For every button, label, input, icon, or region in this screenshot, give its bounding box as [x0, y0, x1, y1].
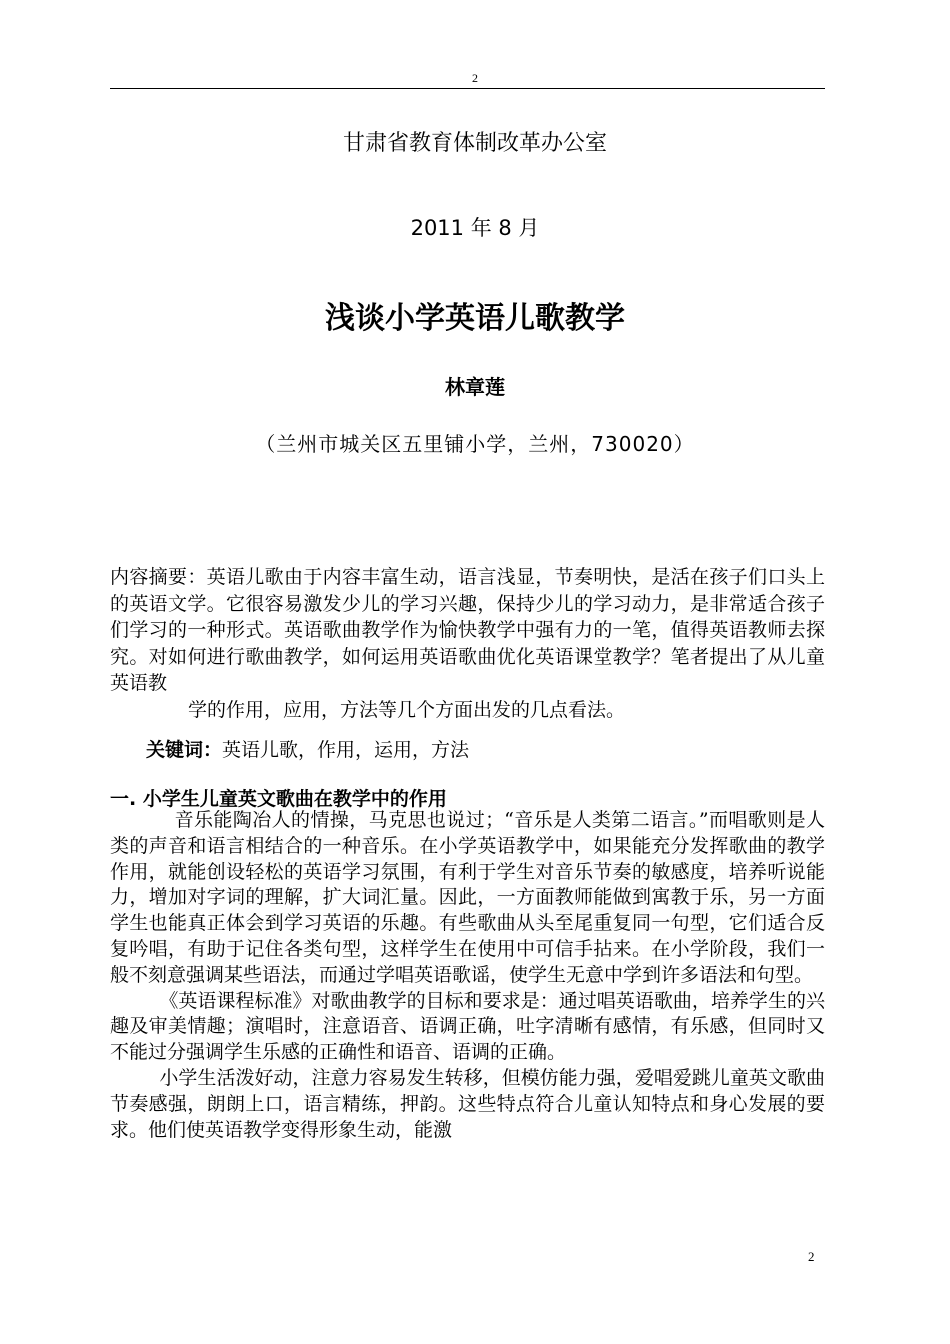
body-paragraph: 小学生活泼好动，注意力容易发生转移，但模仿能力强，爱唱爱跳儿童英文歌曲节奏感强，朗朗上口，语言精练，押韵。这些特点符合儿童认知特点和身心发展的要求。他们使英语教学变得形象生动，能激 — [110, 1066, 825, 1141]
keywords-label: 关键词： — [146, 739, 223, 761]
author-affiliation: （兰州市城关区五里铺小学，兰州，730020） — [255, 432, 695, 456]
section-body — [110, 808, 825, 1143]
keywords — [146, 735, 469, 762]
section-heading: 一. 小学生儿童英文歌曲在教学中的作用 — [110, 788, 447, 810]
abstract — [110, 564, 825, 723]
header-page-number: 2 — [472, 71, 478, 85]
header-rule — [110, 88, 825, 89]
author-name: 林章莲 — [445, 375, 505, 399]
body-paragraph: 音乐能陶冶人的情操，马克思也说过；“音乐是人类第二语言。”而唱歌则是人类的声音和语言相结合的一种音乐。在小学英语教学中，如果能充分发挥歌曲的教学作用，就能创设轻松的英语学习氛围，有利于学生对音乐节奏的敏感度，培养听说能力，增加对字词的理解，扩大词汇量。因此，一方面教师能做到寓教于乐，另一方面学生也能真正体会到学习英语的乐趣。有些歌曲从头至尾重复同一句型，它们适合反复吟唱，有助于记住各类句型，这样学生在使用中可信手拈来。在小学阶段，我们一般不刻意强调某些语法，而通过学唱英语歌谣，使学生无意中学到许多语法和句型。 — [110, 809, 825, 986]
keywords-value: 英语儿歌，作用，运用，方法 — [222, 739, 470, 761]
footer-page-number: 2 — [808, 1249, 815, 1264]
publication-date: 2011 年 8 月 — [410, 216, 540, 240]
abstract-text: 内容摘要：英语儿歌由于内容丰富生动，语言浅显，节奏明快，是活在孩子们口头上的英语文学。它很容易激发少儿的学习兴趣，保持少儿的学习动力，是非常适合孩子们学习的一种形式。英语歌曲教学作为愉快教学中强有力的一笔，值得英语教师去探究。对如何进行歌曲教学，如何运用英语歌曲优化英语课堂教学？笔者提出了从儿童英语教 — [110, 566, 825, 694]
organization: 甘肃省教育体制改革办公室 — [342, 131, 607, 156]
abstract-last-line: 学的作用，应用，方法等几个方面出发的几点看法。 — [188, 698, 626, 721]
body-paragraph: 《英语课程标准》对歌曲教学的目标和要求是：通过唱英语歌曲，培养学生的兴趣及审美情趣；演唱时，注意语音、语调正确，吐字清晰有感情，有乐感，但同时又不能过分强调学生乐感的正确性和语音、语调的正确。 — [110, 989, 825, 1064]
article-title: 浅谈小学英语儿歌教学 — [325, 301, 625, 336]
